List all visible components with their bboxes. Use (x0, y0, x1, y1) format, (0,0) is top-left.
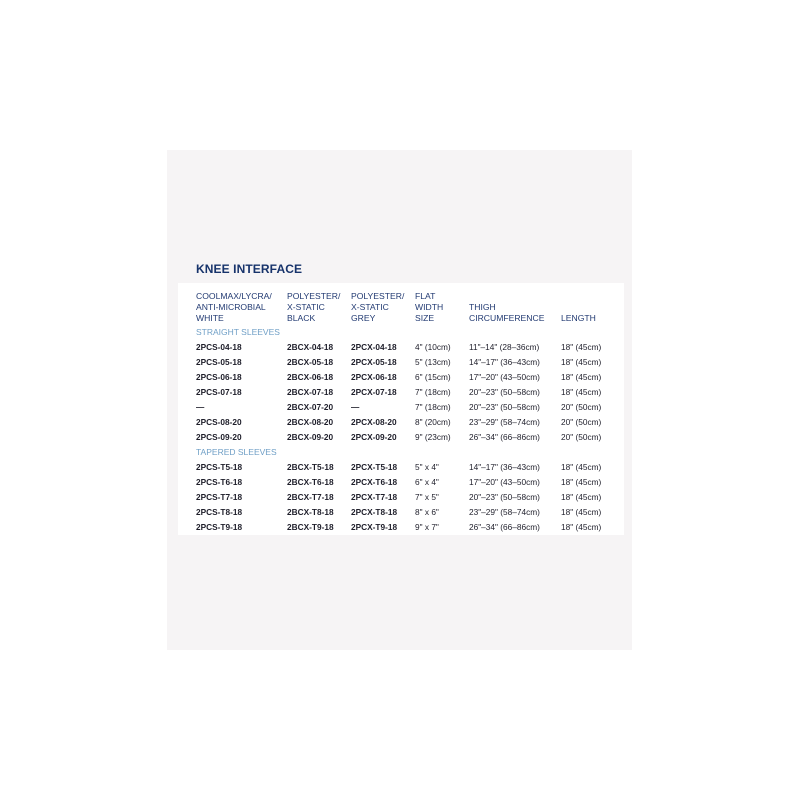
cell-length: 20" (50cm) (561, 402, 602, 412)
header-black: POLYESTER/ X-STATIC BLACK (287, 291, 341, 323)
cell-thigh-circumference: 26"–34" (66–86cm) (469, 432, 540, 442)
cell-length: 18" (45cm) (561, 462, 602, 472)
cell-sku-white: 2PCS-T6-18 (196, 477, 243, 487)
cell-length: 18" (45cm) (561, 342, 602, 352)
cell-length: 18" (45cm) (561, 492, 602, 502)
cell-sku-grey: 2PCX-T6-18 (351, 477, 398, 487)
table-row (0, 476, 800, 488)
cell-thigh-circumference: 14"–17" (36–43cm) (469, 357, 540, 367)
table-row (0, 506, 800, 518)
cell-thigh-circumference: 23"–29" (58–74cm) (469, 507, 540, 517)
cell-flat-width: 9" (23cm) (415, 432, 451, 442)
cell-length: 20" (50cm) (561, 432, 602, 442)
header-flat-width: FLAT WIDTH SIZE (415, 291, 444, 323)
cell-flat-width: 9" x 7" (415, 522, 439, 532)
cell-sku-black: 2BCX-T9-18 (287, 522, 334, 532)
cell-sku-white: 2PCS-09-20 (196, 432, 242, 442)
cell-sku-grey: 2PCX-T7-18 (351, 492, 398, 502)
cell-length: 18" (45cm) (561, 477, 602, 487)
cell-thigh-circumference: 11"–14" (28–36cm) (469, 342, 540, 352)
cell-sku-black: 2BCX-09-20 (287, 432, 334, 442)
table-row (0, 521, 800, 533)
cell-sku-white: 2PCS-T8-18 (196, 507, 243, 517)
table-row (0, 356, 800, 368)
cell-sku-white: 2PCS-04-18 (196, 342, 242, 352)
table-row (0, 341, 800, 353)
cell-sku-grey: 2PCX-T9-18 (351, 522, 398, 532)
page-title: KNEE INTERFACE (196, 262, 303, 276)
section-label-tapered: TAPERED SLEEVES (196, 447, 277, 457)
cell-flat-width: 6" (15cm) (415, 372, 451, 382)
cell-sku-black: 2BCX-T6-18 (287, 477, 334, 487)
cell-sku-white: 2PCS-05-18 (196, 357, 242, 367)
cell-sku-grey: 2PCX-04-18 (351, 342, 397, 352)
cell-length: 18" (45cm) (561, 387, 602, 397)
cell-sku-white: 2PCS-07-18 (196, 387, 242, 397)
cell-flat-width: 5" x 4" (415, 462, 439, 472)
cell-flat-width: 8" x 6" (415, 507, 439, 517)
header-length: LENGTH (561, 313, 596, 323)
cell-thigh-circumference: 17"–20" (43–50cm) (469, 372, 540, 382)
cell-sku-black: 2BCX-T7-18 (287, 492, 334, 502)
header-grey: POLYESTER/ X-STATIC GREY (351, 291, 405, 323)
table-row (0, 416, 800, 428)
cell-length: 18" (45cm) (561, 372, 602, 382)
cell-sku-black: 2BCX-T8-18 (287, 507, 334, 517)
cell-sku-grey: — (351, 402, 360, 412)
cell-thigh-circumference: 17"–20" (43–50cm) (469, 477, 540, 487)
cell-length: 20" (50cm) (561, 417, 602, 427)
cell-thigh-circumference: 20"–23" (50–58cm) (469, 387, 540, 397)
cell-thigh-circumference: 20"–23" (50–58cm) (469, 402, 540, 412)
table-row (0, 431, 800, 443)
cell-sku-white: 2PCS-T5-18 (196, 462, 243, 472)
cell-thigh-circumference: 23"–29" (58–74cm) (469, 417, 540, 427)
cell-sku-grey: 2PCX-08-20 (351, 417, 397, 427)
cell-flat-width: 7" (18cm) (415, 402, 451, 412)
cell-sku-black: 2BCX-T5-18 (287, 462, 334, 472)
cell-sku-white: 2PCS-T9-18 (196, 522, 243, 532)
cell-flat-width: 7" x 5" (415, 492, 439, 502)
cell-sku-white: 2PCS-T7-18 (196, 492, 243, 502)
cell-sku-black: 2BCX-08-20 (287, 417, 334, 427)
cell-sku-white: 2PCS-06-18 (196, 372, 242, 382)
cell-thigh-circumference: 26"–34" (66–86cm) (469, 522, 540, 532)
section-label-straight: STRAIGHT SLEEVES (196, 327, 280, 337)
cell-sku-grey: 2PCX-06-18 (351, 372, 397, 382)
cell-length: 18" (45cm) (561, 507, 602, 517)
cell-sku-grey: 2PCX-T5-18 (351, 462, 398, 472)
header-thigh-circumference: THIGH CIRCUMFERENCE (469, 302, 545, 323)
cell-length: 18" (45cm) (561, 357, 602, 367)
cell-sku-black: 2BCX-04-18 (287, 342, 334, 352)
cell-length: 18" (45cm) (561, 522, 602, 532)
table-row (0, 386, 800, 398)
cell-thigh-circumference: 20"–23" (50–58cm) (469, 492, 540, 502)
cell-flat-width: 4" (10cm) (415, 342, 451, 352)
cell-sku-black: 2BCX-06-18 (287, 372, 334, 382)
header-white: COOLMAX/LYCRA/ ANTI-MICROBIAL WHITE (196, 291, 272, 323)
cell-sku-white: — (196, 402, 205, 412)
cell-sku-white: 2PCS-08-20 (196, 417, 242, 427)
table-row (0, 491, 800, 503)
cell-flat-width: 5" (13cm) (415, 357, 451, 367)
cell-sku-grey: 2PCX-07-18 (351, 387, 397, 397)
cell-sku-black: 2BCX-07-18 (287, 387, 334, 397)
cell-sku-grey: 2PCX-09-20 (351, 432, 397, 442)
cell-sku-grey: 2PCX-05-18 (351, 357, 397, 367)
cell-thigh-circumference: 14"–17" (36–43cm) (469, 462, 540, 472)
cell-flat-width: 8" (20cm) (415, 417, 451, 427)
table-row (0, 401, 800, 413)
table-row (0, 461, 800, 473)
table-row (0, 371, 800, 383)
cell-flat-width: 6" x 4" (415, 477, 439, 487)
cell-sku-black: 2BCX-07-20 (287, 402, 334, 412)
cell-sku-black: 2BCX-05-18 (287, 357, 334, 367)
cell-flat-width: 7" (18cm) (415, 387, 451, 397)
cell-sku-grey: 2PCX-T8-18 (351, 507, 398, 517)
